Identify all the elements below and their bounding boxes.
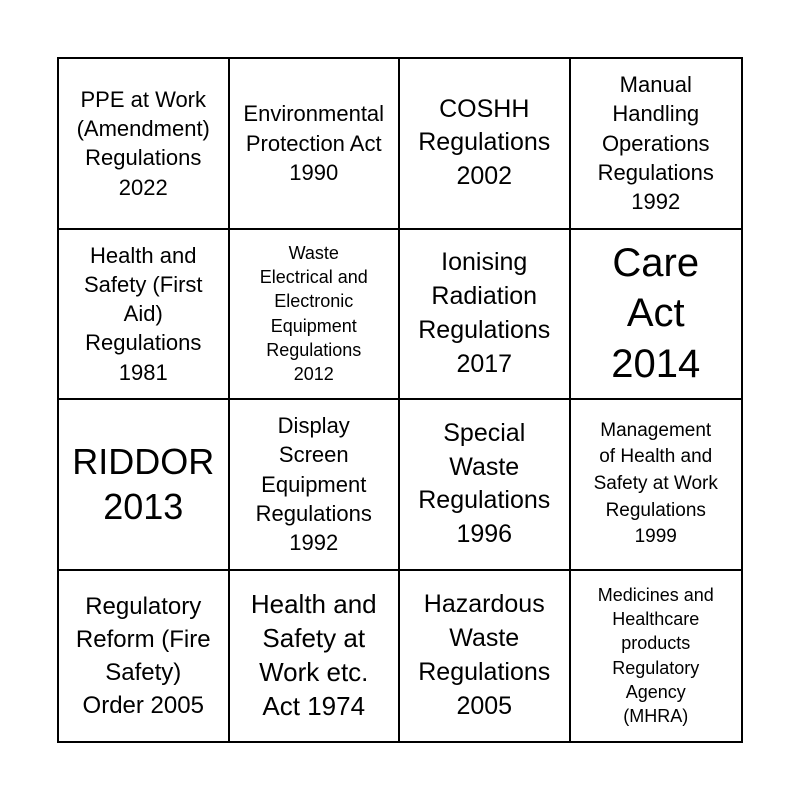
bingo-cell-r1c1[interactable] — [59, 59, 230, 230]
bingo-cell-text: Health and Safety at Work etc. Act 1974 — [250, 589, 377, 721]
bingo-cell-text: Care Act 2014 — [611, 240, 701, 387]
bingo-cell-text: Management of Health and Safety at Work Regulations 1999 — [593, 419, 718, 548]
bingo-cell-text: Ionising Radiation Regulations 2017 — [418, 248, 551, 378]
bingo-cell-r4c1[interactable] — [59, 571, 230, 742]
bingo-cell-r2c1[interactable] — [59, 230, 230, 401]
bingo-cell-r4c3[interactable] — [400, 571, 571, 742]
bingo-cell-text: Medicines and Healthcare products Regulatory Agency (MHRA) — [597, 584, 714, 727]
bingo-cell-r3c1[interactable] — [59, 400, 230, 571]
bingo-cell-text: Hazardous Waste Regulations 2005 — [418, 590, 551, 720]
bingo-cell-r1c2[interactable] — [230, 59, 401, 230]
bingo-cell-text: Waste Electrical and Electronic Equipment Regulations 2012 — [259, 242, 368, 385]
bingo-cell-r2c4[interactable] — [571, 230, 742, 401]
bingo-cell-r2c3[interactable] — [400, 230, 571, 401]
bingo-cell-r1c3[interactable] — [400, 59, 571, 230]
bingo-cell-text: PPE at Work (Amendment) Regulations 2022 — [76, 86, 210, 200]
bingo-cell-text: Regulatory Reform (Fire Safety) Order 2005 — [75, 592, 211, 719]
bingo-cell-text: RIDDOR 2013 — [72, 441, 215, 528]
bingo-cell-r4c2[interactable] — [230, 571, 401, 742]
bingo-cell-text: Environmental Protection Act 1990 — [243, 101, 385, 185]
bingo-board — [57, 57, 743, 743]
bingo-cell-r3c3[interactable] — [400, 400, 571, 571]
bingo-cell-r1c4[interactable] — [571, 59, 742, 230]
bingo-cell-r3c4[interactable] — [571, 400, 742, 571]
bingo-cell-text: Health and Safety (First Aid) Regulations 1981 — [83, 242, 203, 385]
bingo-cell-r4c4[interactable] — [571, 571, 742, 742]
bingo-cell-text: Display Screen Equipment Regulations 1992 — [255, 413, 372, 556]
bingo-cell-text: Special Waste Regulations 1996 — [418, 418, 551, 548]
bingo-cell-r3c2[interactable] — [230, 400, 401, 571]
bingo-cell-r2c2[interactable] — [230, 230, 401, 401]
bingo-cell-text: COSHH Regulations 2002 — [418, 94, 551, 191]
bingo-cell-text: Manual Handling Operations Regulations 1992 — [597, 72, 714, 215]
